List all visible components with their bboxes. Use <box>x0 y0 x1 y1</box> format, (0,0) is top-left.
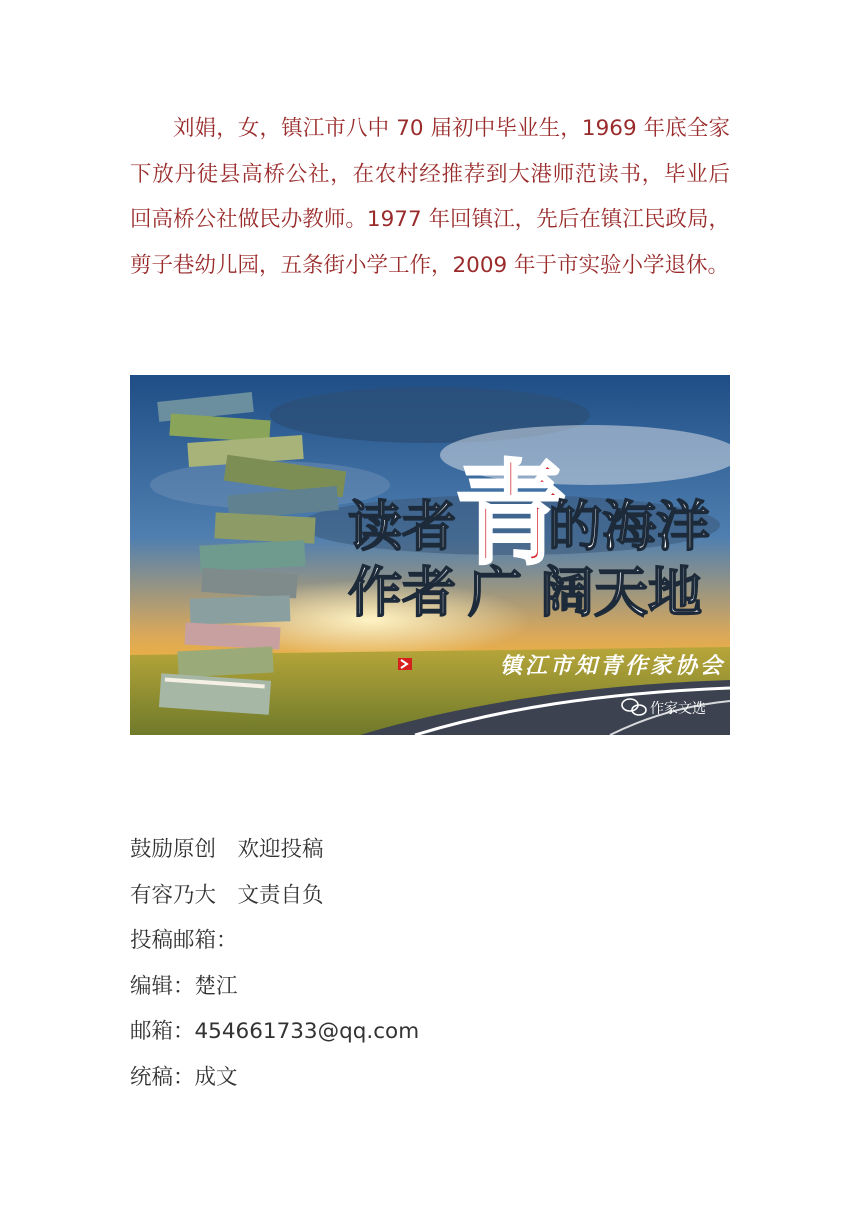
watermark-text: 作家文选 <box>650 700 706 716</box>
headline-line2-mid: 广 <box>468 563 522 623</box>
headline-line1-right: 的海洋 <box>548 497 710 557</box>
association-name: 镇江市知青作家协会 <box>500 653 726 678</box>
headline-big-char: 青 <box>455 452 567 577</box>
footer-line: 有容乃大 文责自负 <box>130 882 324 908</box>
compiler-line: 统稿：成文 <box>130 1064 238 1090</box>
email-line[interactable]: 邮箱：454661733@qq.com <box>130 1019 420 1044</box>
editor-line: 编辑：楚江 <box>130 973 238 999</box>
headline-line2-left: 作者 <box>348 563 456 623</box>
footer-line: 鼓励原创 欢迎投稿 <box>130 837 324 862</box>
footer-line: 投稿邮箱： <box>130 928 238 953</box>
author-bio: 刘娟，女，镇江市八中 70 届初中毕业生，1969 年底全家下放丹徒县高桥公社，在农村经推荐到大港师范读书，毕业后回高桥公社做民办教师。1977 年回镇江，先后在镇江民政局，剪子巷幼儿园，五条街小学工作，2009 年于市实验小学退休。 <box>130 116 730 278</box>
headline-line2-right: 阔天地 <box>540 563 702 623</box>
banner-image <box>130 375 730 735</box>
headline-line1-left: 读者 <box>348 497 456 557</box>
submission-info <box>130 827 419 1100</box>
